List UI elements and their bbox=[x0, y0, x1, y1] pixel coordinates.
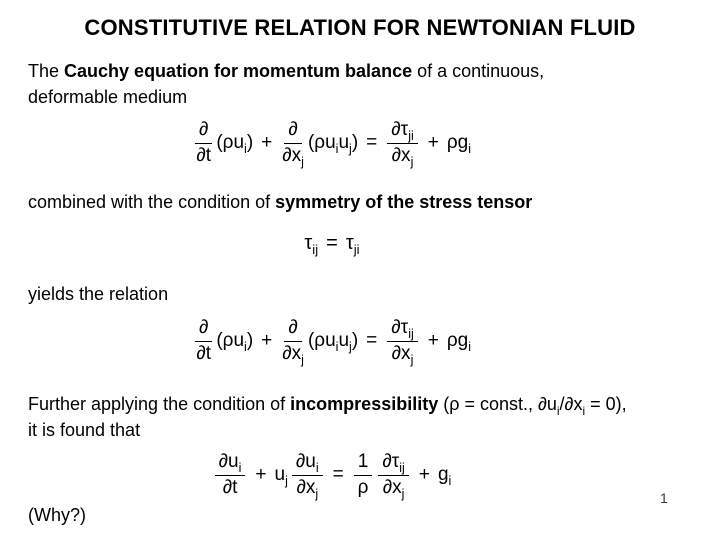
fraction-denominator bbox=[392, 342, 414, 365]
fraction-denominator bbox=[196, 144, 211, 167]
math-operator bbox=[419, 464, 430, 486]
math-symbol: ∂u bbox=[218, 451, 239, 472]
math-term bbox=[275, 464, 288, 486]
fraction-denominator bbox=[296, 476, 318, 499]
text-run: (ρ = const., bbox=[438, 394, 538, 414]
math-subscript: j bbox=[410, 352, 414, 367]
math-subscript: i bbox=[468, 141, 472, 156]
text-run: = 0), bbox=[585, 394, 627, 414]
math-symbol: (ρu bbox=[307, 330, 336, 351]
text-run: combined with the condition of bbox=[28, 192, 276, 212]
math-symbol: (ρu bbox=[216, 132, 245, 153]
math-symbol: ) bbox=[246, 330, 254, 351]
math-operator bbox=[366, 330, 377, 352]
fraction-numerator bbox=[195, 317, 212, 342]
math-term bbox=[447, 330, 471, 352]
math-subscript: ji bbox=[408, 128, 414, 143]
math-symbol: u bbox=[338, 132, 350, 153]
math-operator bbox=[366, 132, 377, 154]
why-note: (Why?) bbox=[28, 505, 86, 525]
math-symbol: + bbox=[255, 464, 267, 485]
text-run: of a continuous, bbox=[412, 61, 545, 81]
math-symbol: ∂x bbox=[391, 145, 411, 166]
paragraph-incompressibility bbox=[28, 391, 696, 443]
math-subscript: i bbox=[582, 403, 586, 418]
math-term bbox=[308, 132, 358, 154]
math-fraction bbox=[195, 317, 212, 365]
math-term bbox=[304, 232, 318, 255]
fraction-numerator bbox=[387, 317, 417, 342]
math-operator bbox=[261, 132, 272, 154]
math-symbol: ∂x bbox=[391, 343, 411, 364]
math-subscript: j bbox=[349, 141, 352, 156]
math-symbol: ∂τ bbox=[391, 119, 409, 140]
math-subscript: i bbox=[556, 403, 560, 418]
math-operator bbox=[255, 464, 266, 486]
math-symbol: ∂ bbox=[288, 119, 298, 140]
math-fraction bbox=[387, 317, 417, 365]
math-symbol: = bbox=[332, 464, 344, 485]
math-symbol: = bbox=[366, 132, 378, 153]
math-term bbox=[438, 464, 451, 486]
math-fraction bbox=[215, 451, 246, 499]
math-subscript: i bbox=[315, 460, 319, 475]
math-symbol: ∂ bbox=[198, 119, 209, 140]
math-symbol: ρ bbox=[357, 477, 369, 498]
math-symbol: 1 bbox=[357, 451, 369, 472]
math-subscript: i bbox=[335, 339, 339, 354]
text-run-bold: symmetry of the stress tensor bbox=[275, 192, 533, 212]
math-symbol: + bbox=[261, 330, 273, 351]
fraction-numerator bbox=[387, 119, 417, 144]
math-symbol: g bbox=[437, 464, 449, 485]
math-subscript: j bbox=[401, 486, 405, 501]
math-term bbox=[216, 330, 253, 352]
fraction-numerator bbox=[354, 451, 373, 476]
math-symbol: (ρu bbox=[307, 132, 336, 153]
text-run-bold: Cauchy equation for momentum balance bbox=[64, 61, 413, 81]
math-subscript: ij bbox=[408, 326, 414, 341]
math-symbol: /∂x bbox=[559, 394, 583, 414]
math-term bbox=[308, 330, 358, 352]
math-subscript: i bbox=[244, 339, 247, 354]
math-symbol: ) bbox=[351, 330, 359, 351]
math-symbol: ) bbox=[351, 132, 359, 153]
math-term bbox=[216, 132, 253, 154]
math-symbol: ∂x bbox=[282, 145, 302, 166]
page-number: 1 bbox=[660, 490, 668, 506]
math-symbol: + bbox=[427, 132, 439, 153]
math-symbol: ∂τ bbox=[391, 317, 409, 338]
math-subscript: j bbox=[301, 352, 304, 367]
fraction-denominator bbox=[282, 342, 304, 365]
text-run: deformable medium bbox=[28, 87, 188, 107]
math-symbol: ) bbox=[246, 132, 254, 153]
math-subscript: j bbox=[285, 473, 288, 488]
equation-stress-symmetry bbox=[0, 224, 664, 262]
math-symbol: + bbox=[261, 132, 273, 153]
math-subscript: i bbox=[238, 460, 242, 475]
math-term bbox=[447, 132, 471, 154]
math-subscript: ij bbox=[312, 241, 319, 257]
fraction-denominator bbox=[358, 476, 369, 499]
math-subscript: j bbox=[349, 339, 352, 354]
math-subscript: i bbox=[335, 141, 339, 156]
math-symbol: = bbox=[366, 330, 378, 351]
fraction-numerator bbox=[284, 119, 301, 144]
math-fraction bbox=[378, 451, 408, 499]
fraction-numerator bbox=[215, 451, 246, 476]
math-fraction bbox=[195, 119, 212, 167]
paragraph-symmetry-condition bbox=[28, 189, 696, 215]
fraction-denominator bbox=[383, 476, 405, 499]
math-subscript: i bbox=[244, 141, 247, 156]
math-operator bbox=[261, 330, 272, 352]
fraction-numerator bbox=[292, 451, 323, 476]
math-symbol: ρg bbox=[446, 132, 469, 153]
text-run: The bbox=[28, 61, 65, 81]
math-fraction bbox=[292, 451, 323, 499]
fraction-numerator bbox=[378, 451, 408, 476]
equation-momentum-symmetric-stress bbox=[0, 310, 664, 372]
text-run: it is found that bbox=[28, 420, 141, 440]
math-symbol: ∂ bbox=[198, 317, 209, 338]
math-symbol: ∂t bbox=[196, 343, 211, 364]
math-symbol: ∂τ bbox=[382, 451, 400, 472]
text-run: Further applying the condition of bbox=[28, 394, 291, 414]
math-operator bbox=[333, 464, 344, 486]
equation-incompressible-momentum bbox=[0, 444, 664, 506]
paragraph-cauchy-intro bbox=[28, 58, 696, 110]
math-symbol: ∂u bbox=[538, 394, 557, 414]
math-subscript: j bbox=[301, 154, 304, 169]
math-subscript: ji bbox=[353, 241, 360, 257]
math-fraction bbox=[387, 119, 417, 167]
math-symbol: ∂x bbox=[382, 477, 402, 498]
fraction-denominator bbox=[282, 144, 304, 167]
math-symbol: ∂ bbox=[288, 317, 298, 338]
math-symbol: (ρu bbox=[216, 330, 245, 351]
fraction-denominator bbox=[223, 476, 238, 499]
math-symbol: u bbox=[274, 464, 286, 485]
math-symbol: τ bbox=[345, 231, 354, 254]
equation-cauchy-momentum bbox=[0, 112, 664, 174]
fraction-denominator bbox=[392, 144, 414, 167]
math-symbol: ∂t bbox=[222, 477, 238, 498]
text-run-bold: incompressibility bbox=[290, 394, 439, 414]
math-subscript: ij bbox=[399, 460, 405, 475]
math-symbol: + bbox=[427, 330, 439, 351]
math-term bbox=[346, 232, 360, 255]
math-operator bbox=[326, 232, 338, 255]
math-symbol: τ bbox=[304, 231, 313, 254]
math-subscript: i bbox=[468, 339, 472, 354]
math-symbol: ∂t bbox=[196, 145, 211, 166]
math-symbol: ∂x bbox=[282, 343, 302, 364]
math-operator bbox=[428, 132, 439, 154]
math-fraction bbox=[282, 119, 304, 167]
math-symbol: ∂x bbox=[296, 477, 316, 498]
math-symbol: ρg bbox=[446, 330, 469, 351]
math-subscript: i bbox=[448, 473, 452, 488]
math-symbol: ∂u bbox=[295, 451, 316, 472]
fraction-numerator bbox=[195, 119, 212, 144]
fraction-numerator bbox=[284, 317, 301, 342]
paragraph-yields-relation: yields the relation bbox=[28, 284, 169, 304]
math-subscript: j bbox=[315, 486, 319, 501]
math-fraction bbox=[354, 451, 373, 499]
math-fraction bbox=[282, 317, 304, 365]
math-subscript: j bbox=[410, 154, 414, 169]
math-symbol: u bbox=[338, 330, 350, 351]
math-symbol: + bbox=[418, 464, 430, 485]
fraction-denominator bbox=[196, 342, 211, 365]
math-operator bbox=[428, 330, 439, 352]
slide-title: CONSTITUTIVE RELATION FOR NEWTONIAN FLUID bbox=[84, 15, 636, 40]
math-symbol: = bbox=[326, 231, 338, 254]
